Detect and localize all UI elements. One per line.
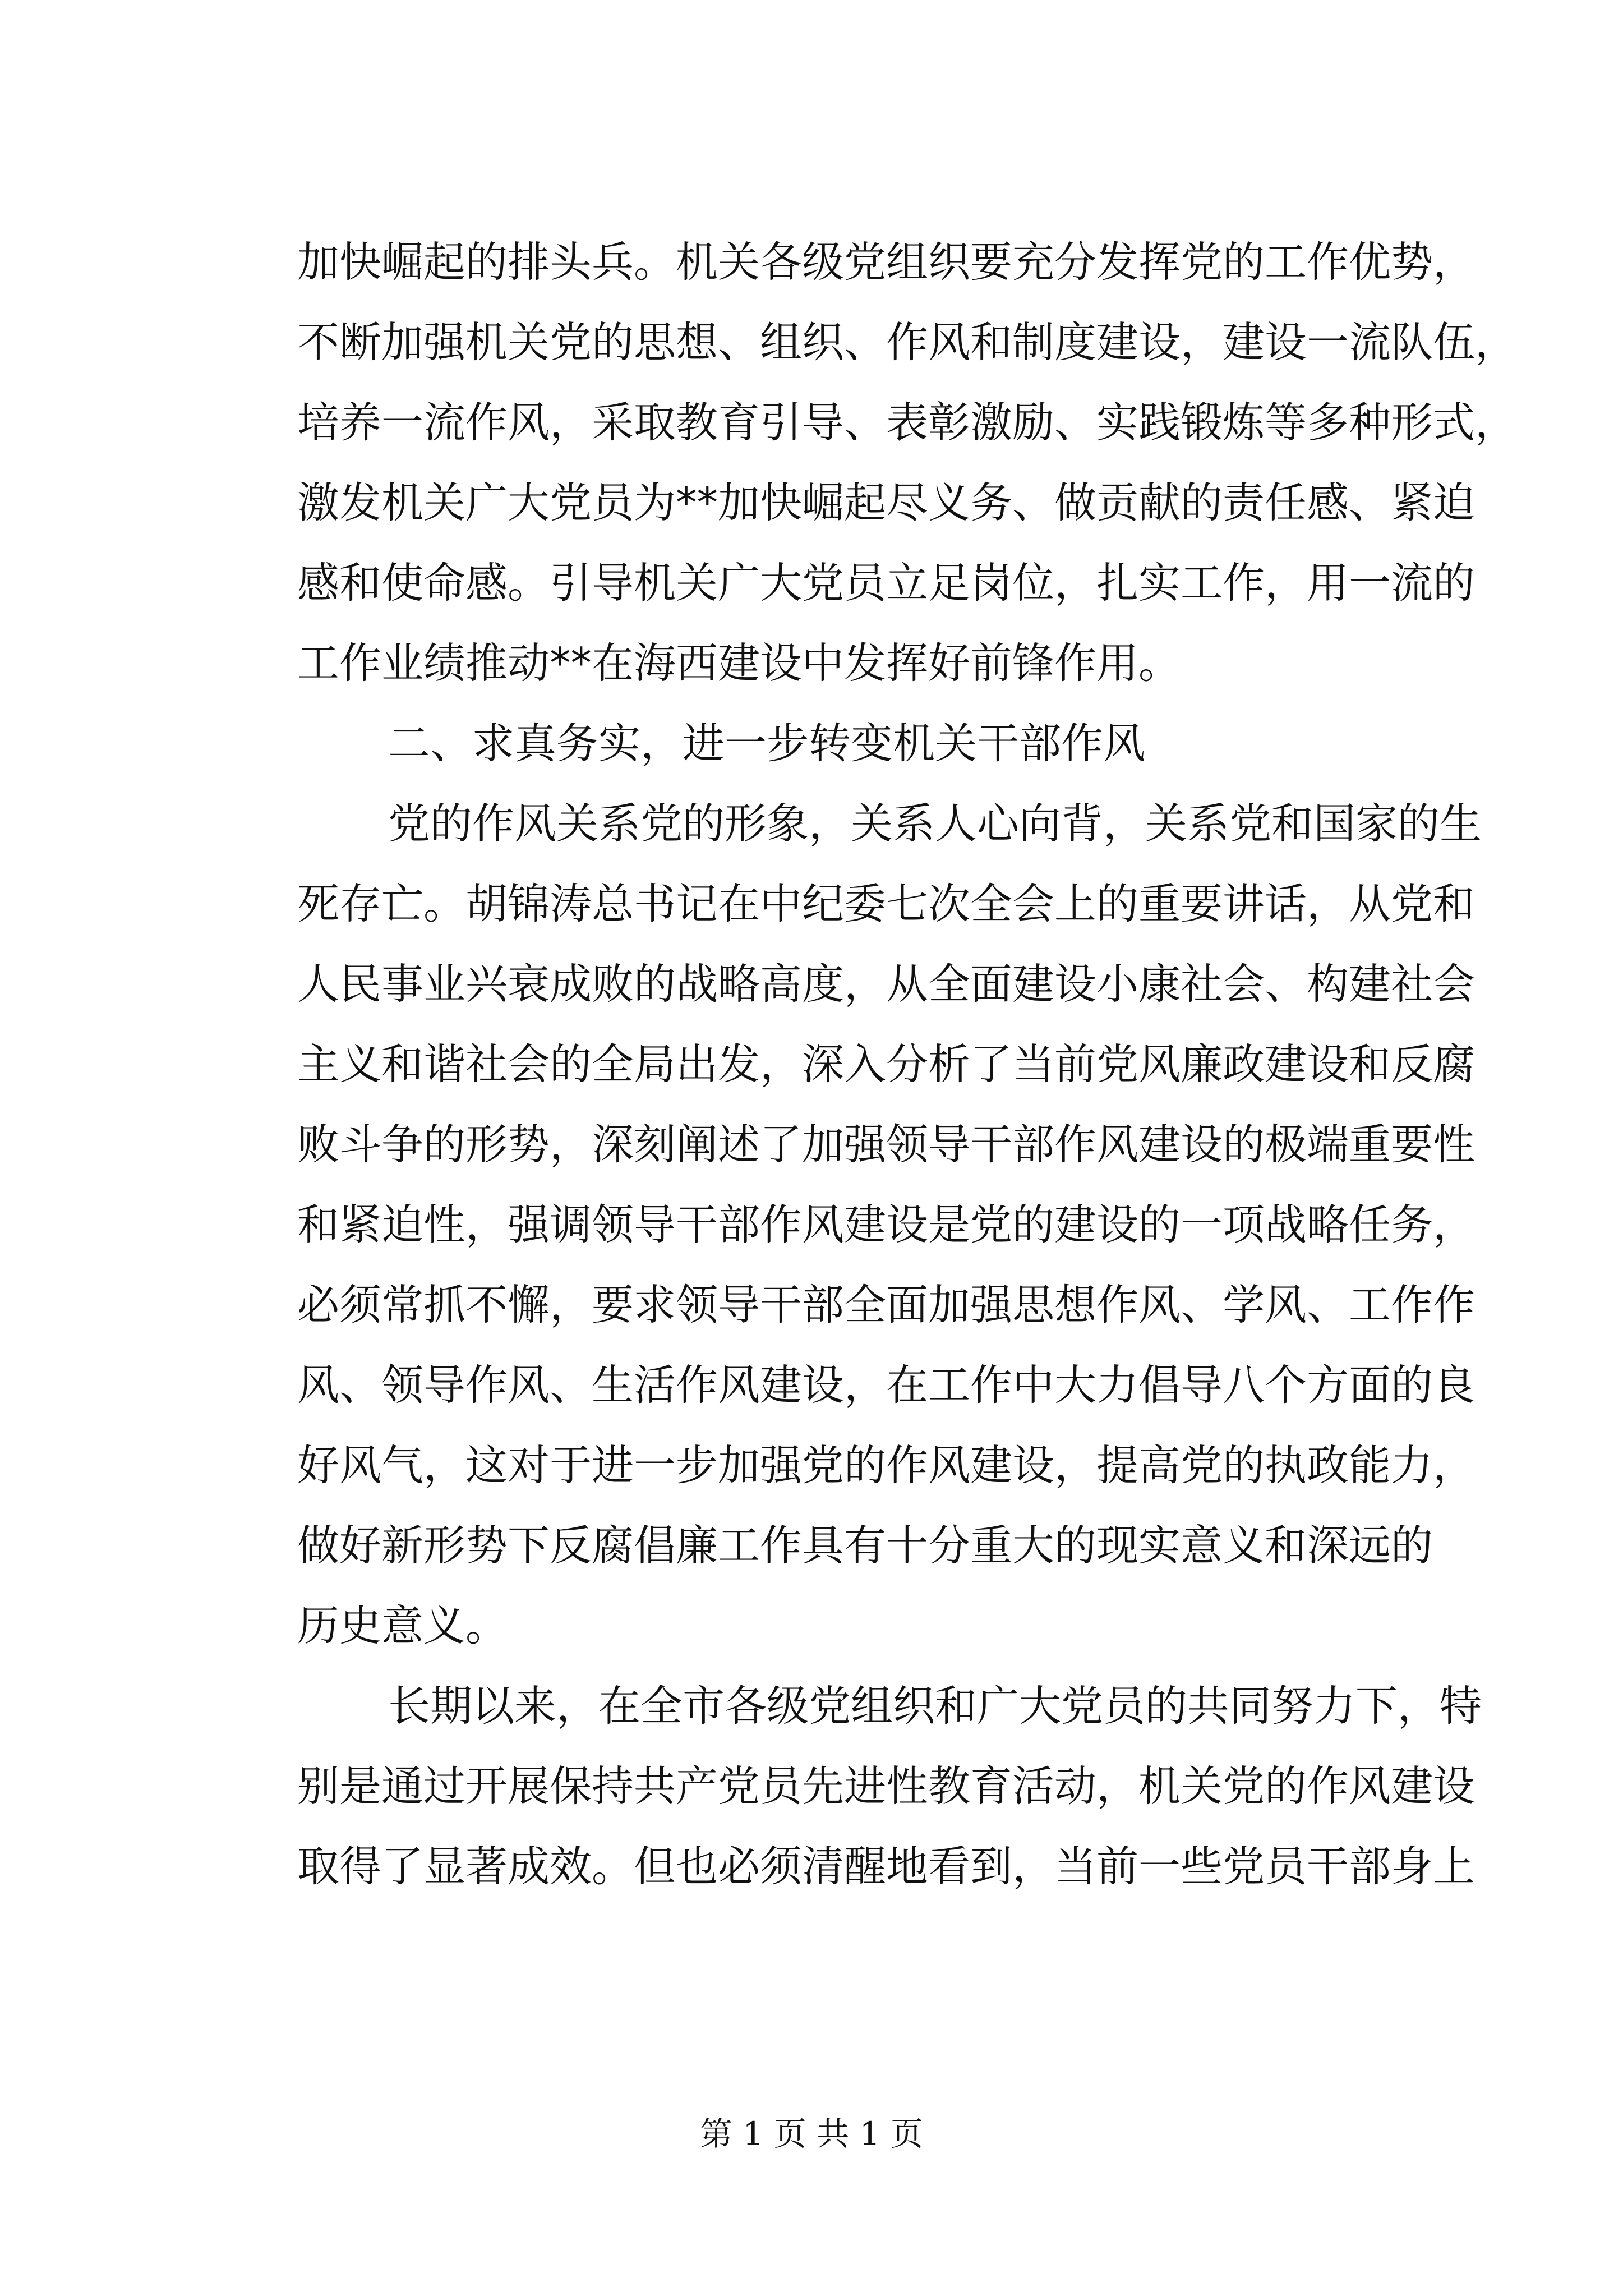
text-line: 败斗争的形势，深刻阐述了加强领导干部作风建设的极端重要性 bbox=[297, 1120, 1476, 1169]
text-line: 取得了显著成效。但也必须清醒地看到，当前一些党员干部身上 bbox=[297, 1842, 1476, 1891]
text-line: 必须常抓不懈，要求领导干部全面加强思想作风、学风、工作作 bbox=[297, 1280, 1476, 1329]
text-line: 主义和谐社会的全局出发，深入分析了当前党风廉政建设和反腐 bbox=[297, 1039, 1476, 1089]
text-line: 激发机关广大党员为**加快崛起尽义务、做贡献的责任感、紧迫 bbox=[297, 478, 1476, 527]
text-line: 工作业绩推动**在海西建设中发挥好前锋作用。 bbox=[297, 638, 1181, 688]
text-line: 党的作风关系党的形象，关系人心向背，关系党和国家的生 bbox=[388, 799, 1482, 848]
text-line: 加快崛起的排头兵。机关各级党组织要充分发挥党的工作优势， bbox=[297, 237, 1476, 287]
text-line: 死存亡。胡锦涛总书记在中纪委七次全会上的重要讲话，从党和 bbox=[297, 879, 1476, 928]
text-line: 别是通过开展保持共产党员先进性教育活动，机关党的作风建设 bbox=[297, 1761, 1476, 1811]
text-line: 培养一流作风，采取教育引导、表彰激励、实践锻炼等多种形式， bbox=[297, 398, 1518, 447]
text-line: 风、领导作风、生活作风建设，在工作中大力倡导八个方面的良 bbox=[297, 1360, 1476, 1410]
text-line: 人民事业兴衰成败的战略高度，从全面建设小康社会、构建社会 bbox=[297, 959, 1476, 1009]
text-line: 感和使命感。引导机关广大党员立足岗位，扎实工作，用一流的 bbox=[297, 558, 1476, 608]
section-heading: 二、求真务实，进一步转变机关干部作风 bbox=[388, 719, 1146, 768]
text-line: 做好新形势下反腐倡廉工作具有十分重大的现实意义和深远的 bbox=[297, 1521, 1433, 1570]
text-line: 历史意义。 bbox=[297, 1601, 508, 1650]
text-line: 和紧迫性，强调领导干部作风建设是党的建设的一项战略任务， bbox=[297, 1200, 1476, 1249]
page-number-footer: 第 1 页 共 1 页 bbox=[700, 2115, 923, 2153]
text-line: 不断加强机关党的思想、组织、作风和制度建设，建设一流队伍， bbox=[297, 318, 1518, 367]
text-line: 长期以来，在全市各级党组织和广大党员的共同努力下，特 bbox=[388, 1681, 1482, 1731]
text-line: 好风气，这对于进一步加强党的作风建设，提高党的执政能力， bbox=[297, 1441, 1476, 1490]
